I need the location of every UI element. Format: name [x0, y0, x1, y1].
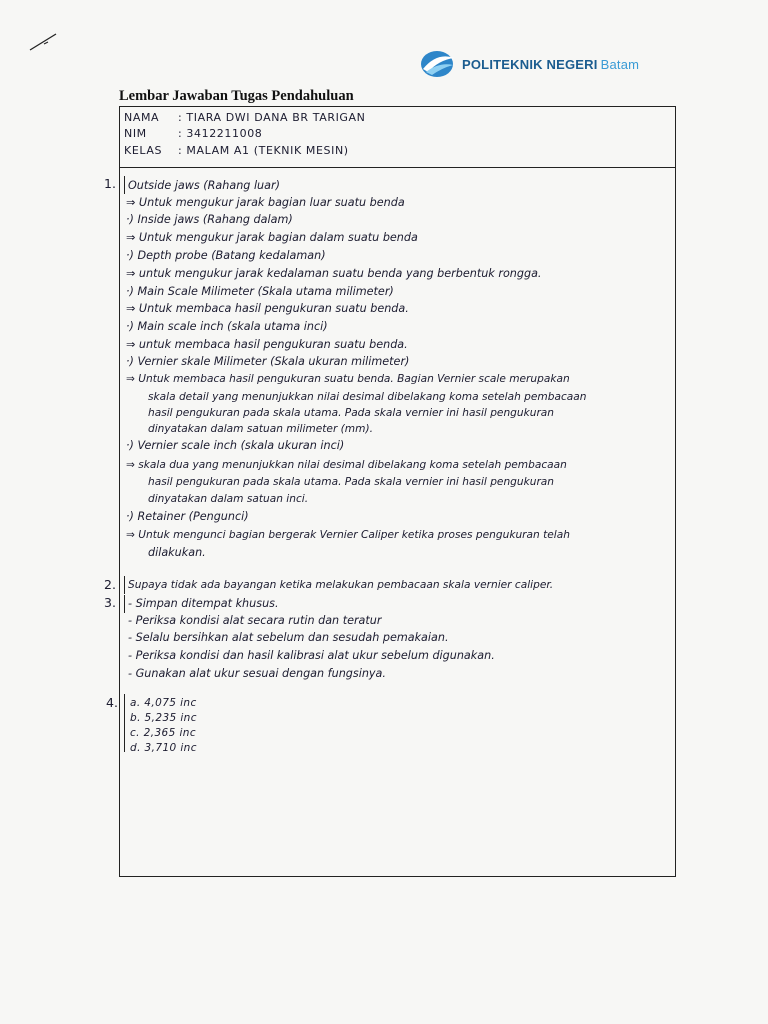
q3-line: - Periksa kondisi dan hasil kalibrasi alat ukur sebelum digunakan. — [128, 649, 495, 662]
q4-answer: b. 5,235 inc — [130, 712, 197, 724]
q4-answer: a. 4,075 inc — [130, 697, 197, 709]
q2-answer: Supaya tidak ada bayangan ketika melakukan pembacaan skala vernier caliper. — [128, 579, 554, 591]
q1-line: ⇒ Untuk membaca hasil pengukuran suatu benda. — [126, 302, 409, 315]
q1-line: ⇒ skala dua yang menunjukkan nilai desimal dibelakang koma setelah pembacaan — [126, 459, 567, 471]
q3-line: - Simpan ditempat khusus. — [128, 597, 279, 610]
q1-line: ⇒ untuk membaca hasil pengukuran suatu benda. — [126, 338, 408, 351]
q1-line: ·) Inside jaws (Rahang dalam) — [126, 213, 293, 226]
q1-line: Outside jaws (Rahang luar) — [128, 179, 280, 192]
q1-line: ·) Retainer (Pengunci) — [126, 510, 249, 523]
question-1-margin-mark — [124, 176, 125, 194]
q3-line: - Periksa kondisi alat secara rutin dan teratur — [128, 614, 382, 627]
question-3-number: 3. — [104, 595, 116, 610]
q1-line: ·) Vernier skale Milimeter (Skala ukuran milimeter) — [126, 355, 410, 368]
q4-answer: c. 2,365 inc — [130, 727, 196, 739]
question-3-margin-mark — [124, 595, 125, 613]
class-value: : MALAM A1 (TEKNIK MESIN) — [178, 144, 349, 157]
logo-wordmark: POLITEKNIK NEGERI Batam — [462, 56, 640, 72]
q1-line: dinyatakan dalam satuan milimeter (mm). — [148, 423, 373, 435]
q4-answer: d. 3,710 inc — [130, 742, 197, 754]
q1-line: hasil pengukuran pada skala utama. Pada skala vernier ini hasil pengukuran — [148, 476, 555, 488]
q1-line: ⇒ untuk mengukur jarak kedalaman suatu benda yang berbentuk rongga. — [126, 267, 542, 280]
sheet-title: Lembar Jawaban Tugas Pendahuluan — [119, 88, 354, 104]
nim-label: NIM — [124, 127, 147, 140]
q1-line: ⇒ Untuk mengunci bagian bergerak Vernier Caliper ketika proses pengukuran telah — [126, 529, 570, 541]
polibatam-emblem-icon — [420, 48, 460, 80]
header-divider — [119, 167, 676, 168]
class-label: KELAS — [124, 144, 163, 157]
q1-line: ·) Vernier scale inch (skala ukuran inci) — [126, 439, 345, 452]
q3-line: - Selalu bersihkan alat sebelum dan sesudah pemakaian. — [128, 631, 449, 644]
question-1-number: 1. — [104, 176, 116, 191]
q1-line: dilakukan. — [148, 546, 206, 559]
question-4-number: 4. — [106, 695, 118, 710]
q1-line: hasil pengukuran pada skala utama. Pada skala vernier ini hasil pengukuran — [148, 407, 555, 419]
question-2-margin-mark — [124, 576, 125, 594]
q1-line: ⇒ Untuk mengukur jarak bagian luar suatu benda — [126, 196, 405, 209]
q3-line: - Gunakan alat ukur sesuai dengan fungsinya. — [128, 667, 386, 680]
q1-line: ·) Main scale inch (skala utama inci) — [126, 320, 328, 333]
question-4-margin-mark — [124, 694, 125, 752]
name-label: NAMA — [124, 111, 160, 124]
question-2-number: 2. — [104, 577, 116, 592]
name-value: : TIARA DWI DANA BR TARIGAN — [178, 111, 366, 124]
nim-value: : 3412211008 — [178, 127, 263, 140]
q1-line: ·) Main Scale Milimeter (Skala utama milimeter) — [126, 285, 394, 298]
q1-line: skala detail yang menunjukkan nilai desimal dibelakang koma setelah pembacaan — [148, 391, 587, 403]
q1-line: dinyatakan dalam satuan inci. — [148, 493, 309, 505]
q1-line: ⇒ Untuk membaca hasil pengukuran suatu benda. Bagian Vernier scale merupakan — [126, 373, 570, 385]
q1-line: ·) Depth probe (Batang kedalaman) — [126, 249, 326, 262]
pen-stroke-mark — [28, 30, 58, 52]
q1-line: ⇒ Untuk mengukur jarak bagian dalam suatu benda — [126, 231, 418, 244]
institution-logo — [420, 48, 639, 80]
